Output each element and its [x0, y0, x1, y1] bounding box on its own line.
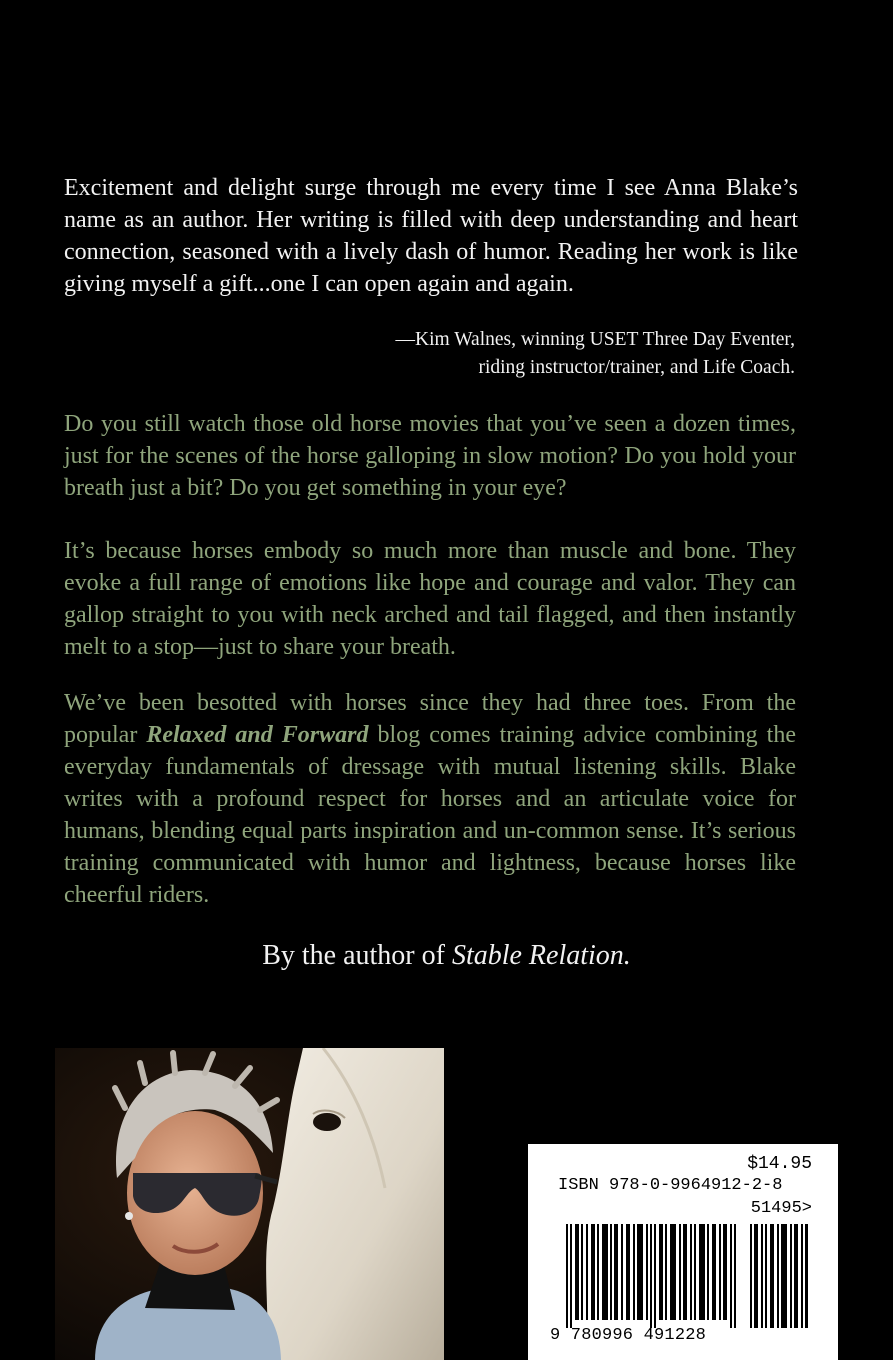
- price-label: $14.95: [747, 1154, 812, 1174]
- author-with-horse-illustration: [55, 1048, 444, 1360]
- main-barcode-bars: [566, 1224, 742, 1328]
- isbn-barcode: [528, 1144, 838, 1360]
- earring: [125, 1212, 133, 1220]
- isbn-number: ISBN 978-0-9964912-2-8: [558, 1176, 783, 1195]
- author-byline: [0, 938, 893, 974]
- endorsement-attribution: [396, 326, 796, 382]
- author-photo: [55, 1048, 444, 1360]
- addon-barcode-bars: [750, 1224, 808, 1328]
- book-title: Stable Relation.: [451, 940, 631, 971]
- horse-eye: [313, 1113, 341, 1131]
- byline-prefix: By the author of: [262, 940, 452, 971]
- blog-name: Relaxed and Forward: [146, 722, 369, 748]
- endorsement-quote: Excitement and delight surge through me every time I see Anna Blake’s name as an author. Her writing is filled with deep understanding and heart connection, seasoned with a lively dash of humor. Reading her work is like giving myself a gift...one I can open again and again.: [64, 175, 798, 297]
- attribution-line-1: —Kim Walnes, winning USET Three Day Eventer,: [395, 329, 795, 350]
- attribution-line-2: riding instructor/trainer, and Life Coach.: [478, 357, 795, 378]
- blurb-paragraph-3: [64, 687, 796, 911]
- blurb-paragraph-2: It’s because horses embody so much more than muscle and bone. They evoke a full range of emotions like hope and courage and valor. They can gallop straight to you with neck arched and tail flagged, and then instantly melt to a stop—just to share your breath.: [64, 538, 796, 660]
- horse-head: [266, 1048, 444, 1360]
- barcode-digits: 9 780996 491228: [550, 1326, 707, 1345]
- price-addon-code: 51495>: [750, 1199, 812, 1218]
- blurb-paragraph-1: Do you still watch those old horse movies that you’ve seen a dozen times, just for the scenes of the horse galloping in slow motion? Do you hold your breath just a bit? Do you get something in your eye?: [64, 411, 796, 501]
- paragraph-3-end: blog comes training advice combining the everyday fundamentals of dressage with mutual listening skills. Blake writes with a profound respect for horses and an articulate voice for humans, blending equal parts inspiration and un-common sense. It’s serious training communicated with humor and lightness, because horses like cheerful riders.: [64, 722, 796, 908]
- paragraph-3-start: We’ve been besotted with horses since they had three toes. From the popular: [64, 690, 796, 748]
